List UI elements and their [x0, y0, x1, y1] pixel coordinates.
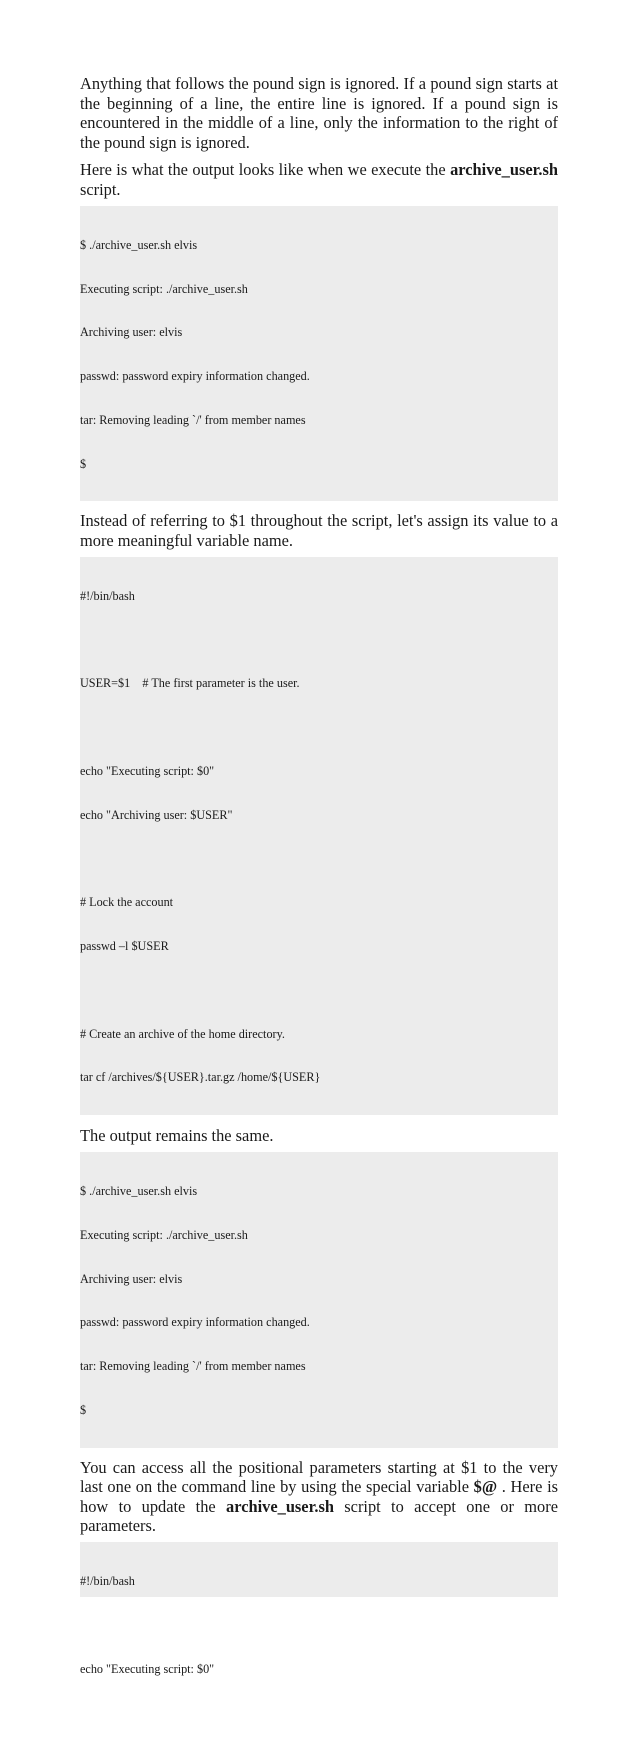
paragraph-output-same — [80, 1126, 558, 1146]
code-line: #!/bin/bash — [80, 1574, 135, 1589]
paragraph-text: Here is what the output looks like when we execute the — [80, 160, 451, 180]
code-line: passwd: password expiry information changed. — [80, 369, 310, 384]
code-line: $ ./archive_user.sh elvis — [80, 1183, 198, 1198]
code-block-script — [80, 1542, 558, 1676]
code-line: Archiving user: elvis — [80, 1271, 183, 1286]
code-line: $ ./archive_user.sh elvis — [80, 237, 198, 252]
special-variable-bold: $@ — [473, 1477, 498, 1497]
code-line: # Lock the account — [80, 895, 174, 910]
paragraph-text: Anything that follows the pound sign is ignored. If a pound sign starts at the beginning of a line, the entire line is ignored. If a pound sign is encountered in the middle of a line, only the information to the right of the pound sign is ignored. — [80, 74, 558, 152]
code-line: echo "Executing script: $0" — [80, 1661, 215, 1676]
code-line — [80, 633, 558, 648]
code-line: Executing script: ./archive_user.sh — [80, 281, 248, 296]
code-line: Executing script: ./archive_user.sh — [80, 1227, 248, 1242]
paragraph-text: script to accept one or more parameters. — [80, 1496, 558, 1536]
code-line — [80, 983, 558, 998]
paragraph-text: The output remains the same. — [80, 1126, 274, 1146]
script-name-bold: archive_user.sh — [226, 1496, 334, 1516]
code-line: echo "Executing script: $0" — [80, 763, 215, 778]
paragraph-pound-sign — [80, 74, 558, 152]
code-line: Archiving user: elvis — [80, 325, 183, 340]
code-line — [80, 1706, 558, 1721]
code-line: # Create an archive of the home directory. — [80, 1026, 285, 1041]
code-line: tar cf /archives/${USER}.tar.gz /home/${USER} — [80, 1070, 321, 1085]
code-line — [80, 720, 558, 735]
paragraph-text: . Here is how to update the — [80, 1477, 558, 1516]
code-block-output — [80, 206, 558, 502]
code-line — [80, 1618, 558, 1633]
code-line: passwd: password expiry information changed. — [80, 1315, 310, 1330]
code-line: tar: Removing leading `/' from member names — [80, 1359, 306, 1374]
paragraph-variable-intro — [80, 511, 558, 550]
code-line: #!/bin/bash — [80, 588, 135, 603]
code-line: USER=$1 # The first parameter is the user. — [80, 676, 300, 691]
script-name-bold: archive_user.sh — [450, 160, 558, 180]
paragraph-text: You can access all the positional parameters starting at $1 to the very last one on the command line by using the special variable — [80, 1457, 558, 1497]
paragraph-text: script. — [80, 179, 121, 199]
paragraph-text: Instead of referring to $1 throughout the script, let's assign its value to a more meaningful variable name. — [80, 511, 558, 551]
code-block-script — [80, 557, 558, 1116]
code-line: echo "Archiving user: $USER" — [80, 807, 233, 822]
code-line: $ — [80, 1402, 87, 1417]
paragraph-output-intro — [80, 160, 558, 199]
code-line — [80, 852, 558, 867]
document-page — [80, 74, 558, 1676]
paragraph-positional-params — [80, 1458, 558, 1536]
code-line: passwd –l $USER — [80, 939, 169, 954]
code-block-output — [80, 1152, 558, 1448]
code-line: tar: Removing leading `/' from member names — [80, 412, 306, 427]
code-line: $ — [80, 456, 87, 471]
